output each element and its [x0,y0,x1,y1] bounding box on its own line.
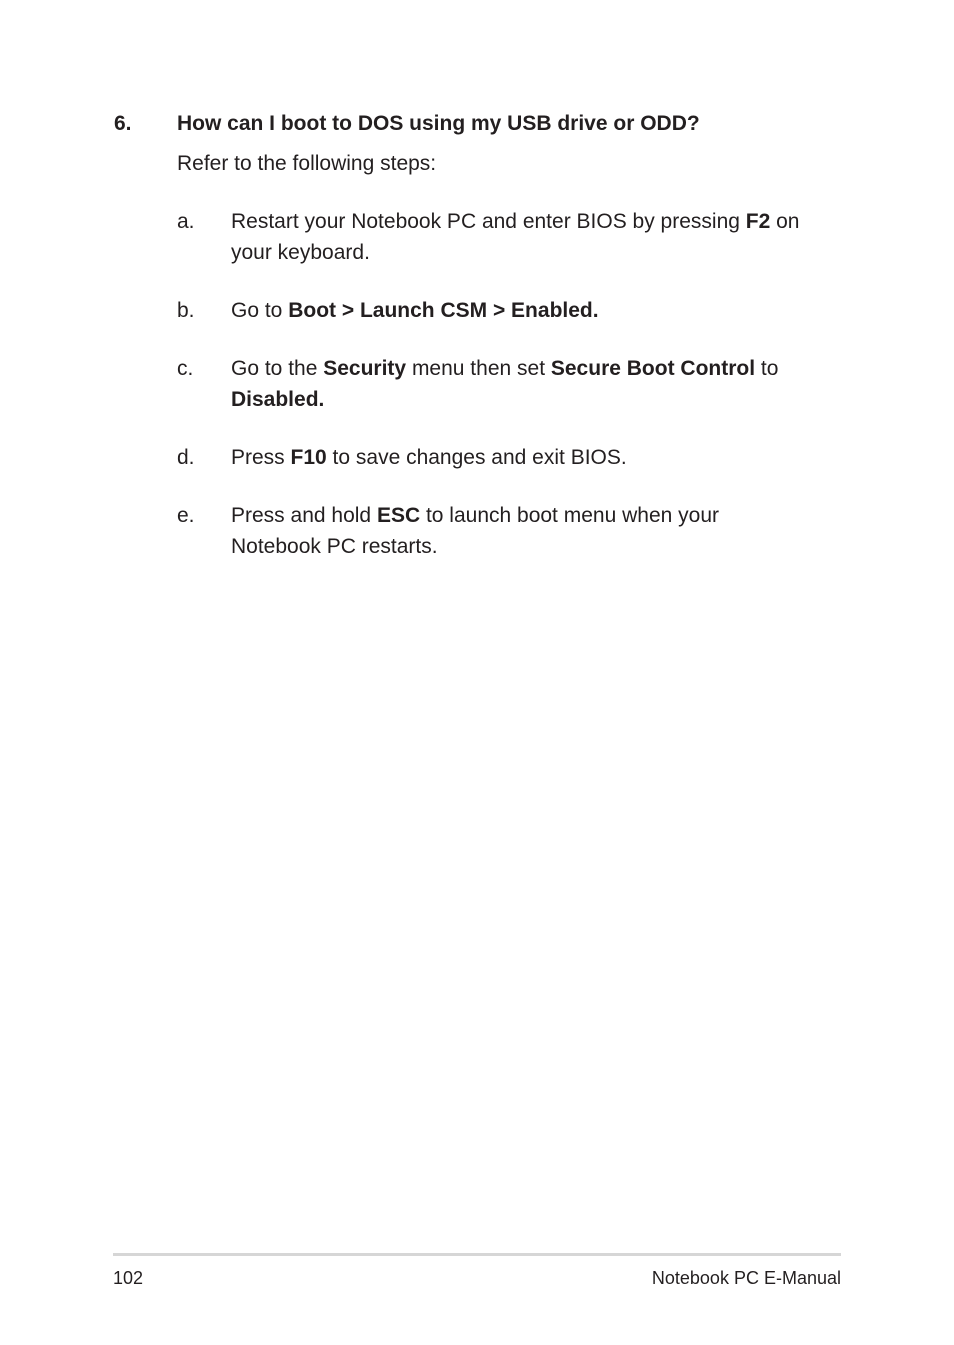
step-text: Press and hold [231,504,377,527]
step-text: Restart your Notebook PC and enter BIOS by pressing [231,210,746,233]
step-text: Press [231,446,291,469]
step-body [231,295,843,326]
step-letter: b. [177,299,195,322]
key-name: F10 [290,446,327,469]
step-e [177,500,847,562]
manual-title: Notebook PC E-Manual [651,1268,841,1288]
step-text: Go to the [231,357,324,380]
setting-value: Disabled. [231,388,325,411]
step-a [177,206,847,268]
step-c [177,353,847,415]
step-letter: e. [177,504,195,527]
key-name: F2 [745,210,771,233]
step-letter: d. [177,446,195,469]
footer-divider [113,1253,841,1256]
step-body [231,442,843,473]
step-text: to save changes and exit BIOS. [326,446,627,469]
step-text: on your keyboard. [231,210,800,264]
menu-name: Security [323,357,407,380]
intro-text: Refer to the following steps: [177,152,437,175]
key-name: ESC [376,504,421,527]
step-text: menu then set [406,357,551,380]
step-text: to [755,357,779,380]
step-letter: a. [177,210,195,233]
bios-path: Boot > Launch CSM > Enabled. [288,299,599,322]
step-body [231,206,843,268]
step-d [177,442,847,473]
question-number: 6. [114,112,132,135]
question-text: How can I boot to DOS using my USB drive or ODD? [177,112,700,135]
step-body [231,353,843,415]
page-number: 102 [113,1268,144,1288]
step-body [231,500,791,562]
step-b [177,295,847,326]
step-letter: c. [177,357,194,380]
step-text: to launch boot menu when your Notebook PC restarts. [231,504,719,558]
step-text: Go to [231,299,289,322]
setting-name: Secure Boot Control [550,357,756,380]
